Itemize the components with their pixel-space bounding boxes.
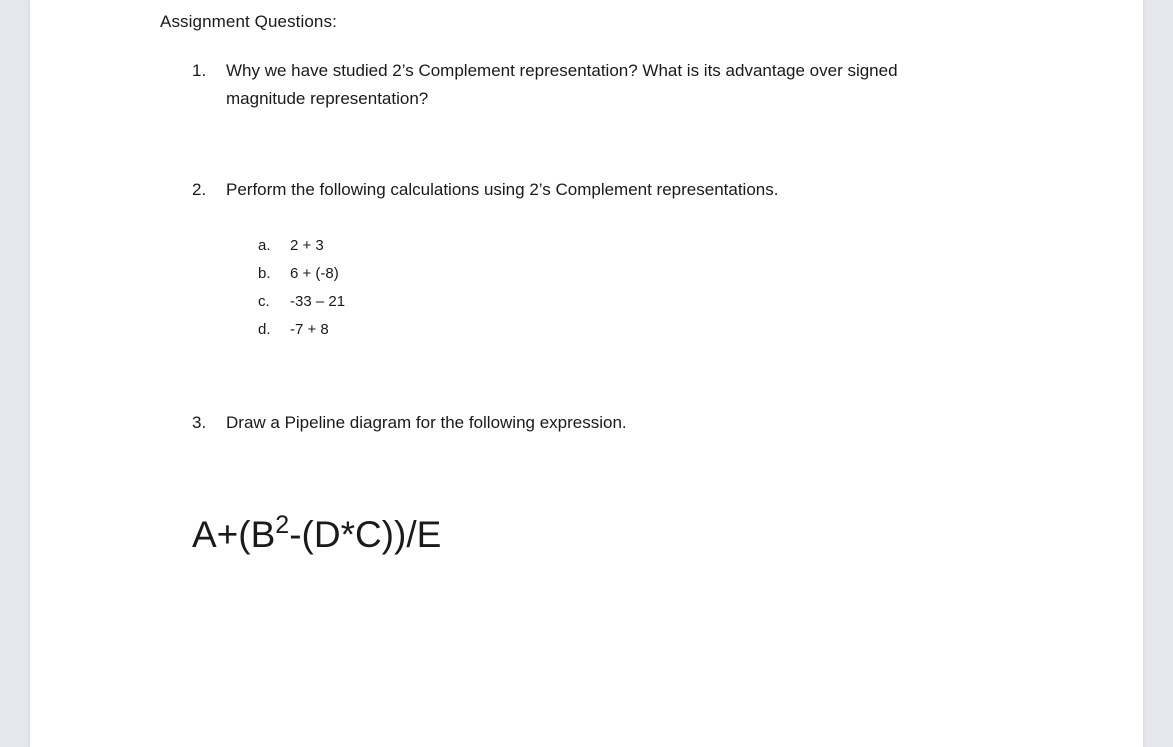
question-line: magnitude representation?	[226, 89, 429, 108]
question-number: 2.	[192, 180, 207, 199]
item-letter: a.	[258, 237, 271, 254]
item-letter: b.	[258, 265, 271, 282]
question-text	[226, 57, 898, 113]
question-line: Draw a Pipeline diagram for the following expression.	[226, 413, 627, 432]
question-text	[226, 409, 627, 437]
pipeline-expression	[192, 510, 441, 560]
expression-superscript: 2	[275, 511, 290, 539]
item-expression: -7 + 8	[290, 321, 329, 338]
question-number: 1.	[192, 61, 207, 80]
expression-part: A+(B	[192, 514, 276, 555]
question-number: 3.	[192, 413, 207, 432]
document-page	[30, 0, 1143, 747]
item-expression: -33 – 21	[290, 293, 346, 310]
assignment-heading: Assignment Questions:	[160, 12, 337, 31]
question-text	[226, 176, 778, 204]
item-expression: 2 + 3	[290, 237, 324, 254]
item-expression: 6 + (-8)	[290, 265, 339, 282]
item-letter: d.	[258, 321, 271, 338]
question-line: Why we have studied 2’s Complement representation? What is its advantage over signed	[226, 61, 898, 80]
item-letter: c.	[258, 293, 270, 310]
question-line: Perform the following calculations using 2’s Complement representations.	[226, 180, 779, 199]
expression-part: -(D*C))/E	[289, 514, 442, 555]
